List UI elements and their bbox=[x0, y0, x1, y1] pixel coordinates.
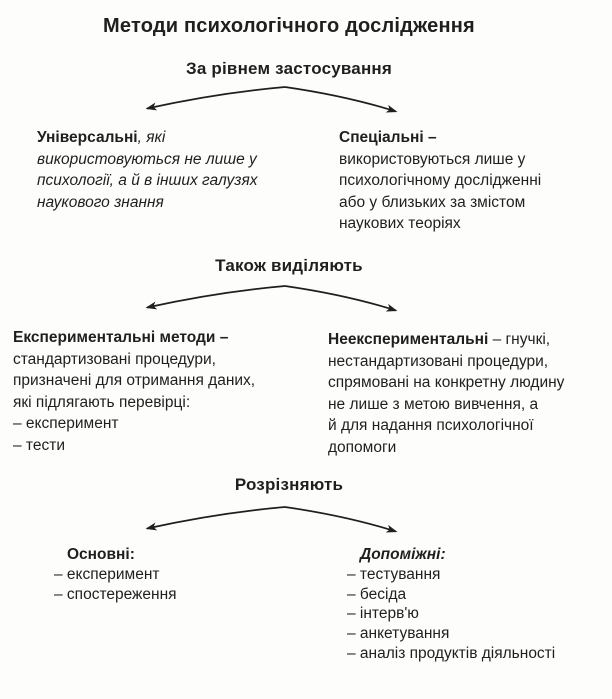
text-line: не лише з метою вивчення, а bbox=[328, 395, 539, 413]
text-line: допомоги bbox=[328, 438, 397, 456]
text-line: Спеціальні – bbox=[339, 129, 437, 146]
text-line: які підлягають перевірці: bbox=[13, 393, 191, 411]
text-line: або у близьких за змістом bbox=[339, 193, 526, 211]
block-neeksperymentalni bbox=[328, 329, 564, 458]
branch-arrow-icon bbox=[137, 283, 407, 317]
text-line: Допоміжні: bbox=[360, 546, 446, 563]
text-line: стандартизовані процедури, bbox=[13, 350, 216, 368]
text-line: спрямовані на конкретну людину bbox=[328, 374, 565, 391]
text-line: – експеримент bbox=[54, 565, 160, 583]
block-osnovni bbox=[54, 545, 177, 604]
block-dopomizhni bbox=[347, 545, 555, 664]
text-line: наукового знання bbox=[37, 193, 164, 211]
text-line: – анкетування bbox=[347, 625, 450, 643]
page-title: Методи психологічного дослідження bbox=[103, 15, 475, 37]
text-line: використовуються лише у bbox=[339, 150, 526, 168]
branch-arrow-icon bbox=[137, 504, 407, 538]
branch-arrow-icon bbox=[137, 84, 407, 118]
section-3-heading: Розрізняють bbox=[234, 475, 344, 494]
text-line: – експеримент bbox=[13, 415, 119, 432]
text-line: наукових теоріях bbox=[339, 215, 461, 232]
text-line: й для надання психологічної bbox=[328, 417, 534, 434]
section-1-heading: За рівнем застосування bbox=[185, 59, 393, 78]
text-line: – інтерв'ю bbox=[347, 605, 419, 623]
text-line: використовуються не лише у bbox=[37, 150, 257, 168]
text-line: – спостереження bbox=[54, 585, 177, 603]
text-line: психологічному дослідженні bbox=[339, 172, 542, 189]
text-line: – тести bbox=[13, 436, 65, 454]
block-eksperymentalni bbox=[13, 327, 255, 456]
block-universalni bbox=[37, 127, 258, 213]
text-line: – тестування bbox=[347, 565, 441, 583]
text-line: призначені для отримання даних, bbox=[13, 372, 256, 389]
text-line: психології, а й в інших галузях bbox=[37, 172, 258, 189]
text-line: Неекспериментальні – гнучкі, bbox=[328, 331, 551, 348]
text-line: нестандартизовані процедури, bbox=[328, 352, 549, 370]
text-line: Основні: bbox=[67, 546, 135, 563]
text-line: – бесіда bbox=[347, 585, 407, 603]
text-line: Універсальні, які bbox=[37, 129, 166, 146]
text-line: – аналіз продуктів діяльності bbox=[347, 644, 556, 662]
block-spetsialni bbox=[339, 127, 541, 235]
text-line: Експериментальні методи – bbox=[13, 329, 229, 346]
section-2-heading: Також виділяють bbox=[215, 256, 363, 275]
